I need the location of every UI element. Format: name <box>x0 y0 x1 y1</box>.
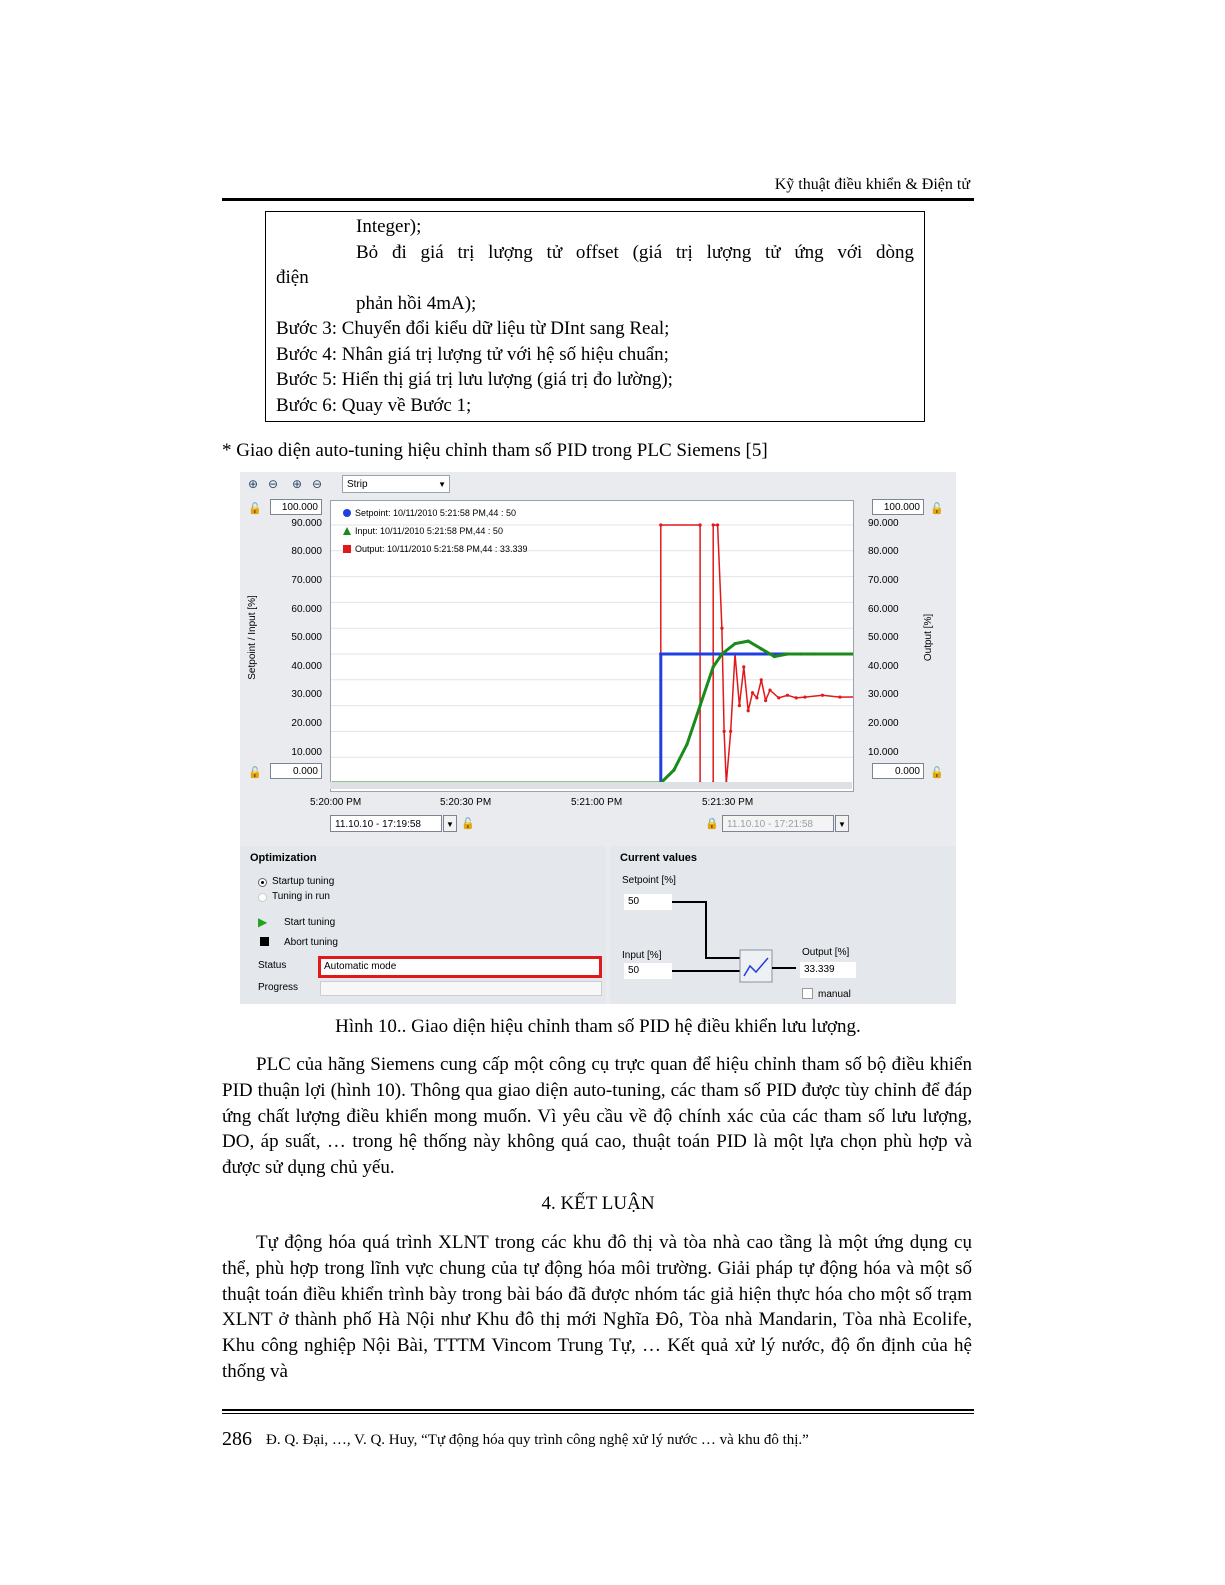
lock-icon[interactable]: 🔓 <box>930 503 944 515</box>
left-tick-label: 80.000 <box>291 546 322 557</box>
x-tick-label: 5:20:30 PM <box>440 797 492 808</box>
horizontal-scrollbar[interactable] <box>330 782 852 789</box>
data-point-input <box>672 769 675 772</box>
data-point-input <box>720 652 723 655</box>
data-point-output <box>712 523 715 526</box>
lock-icon[interactable]: 🔓 <box>248 503 262 515</box>
data-point-input <box>733 642 736 645</box>
algo-line: Bỏ đi giá trị lượng tử offset (giá trị lượng tử ứng với dòng <box>356 241 914 263</box>
data-point-input <box>712 665 715 668</box>
manual-checkbox[interactable] <box>802 988 813 999</box>
data-point-output <box>742 665 745 668</box>
output-label: Output [%] <box>802 947 850 958</box>
left-tick-label: 90.000 <box>291 518 322 529</box>
chevron-down-icon: ▼ <box>438 480 446 489</box>
data-point-output <box>764 699 767 702</box>
algo-step: Bước 5: Hiển thị giá trị lưu lượng (giá trị đo lường); <box>276 369 673 390</box>
input-label: Input [%] <box>622 950 662 961</box>
data-point-output <box>786 694 789 697</box>
left-tick-label: 70.000 <box>291 575 322 586</box>
right-tick-label: 40.000 <box>868 661 899 672</box>
display-mode-select[interactable] <box>342 475 450 493</box>
y-axis-right-title: Output [%] <box>923 613 935 662</box>
left-tick-label: 50.000 <box>291 632 322 643</box>
x-tick-label: 5:21:30 PM <box>702 797 754 808</box>
right-scale-max[interactable]: 100.000 <box>872 499 924 515</box>
data-point-output <box>838 695 841 698</box>
data-point-output <box>720 627 723 630</box>
grid <box>331 525 853 757</box>
footer-rule <box>222 1409 974 1411</box>
zoom-x-icon[interactable]: ⊕ <box>292 477 303 491</box>
data-point-input <box>786 652 789 655</box>
right-scale-min[interactable]: 0.000 <box>872 763 924 779</box>
data-point-output <box>821 694 824 697</box>
right-tick-label: 20.000 <box>868 718 899 729</box>
data-point-output <box>760 678 763 681</box>
left-tick-label: 60.000 <box>291 604 322 615</box>
lock-icon[interactable]: 🔓 <box>930 767 944 779</box>
paragraph: PLC của hãng Siemens cung cấp một công cụ trực quan để hiệu chỉnh tham số bộ điều khiển PID thuận lợi (hình 10). Thông qua giao diện auto-tuning, các tham số PID được tùy chỉnh để đáp ứng chất lượng điều khiển mong muốn. Vì yêu cầu về độ chính xác của các tham số lưu lượng, DO, áp suất, … trong hệ thống này không quá cao, thuật toán PID là một lựa chọn phù hợp và được sử dụng chủ yếu. <box>222 1054 972 1179</box>
data-point-output <box>751 691 754 694</box>
legend-input: Input: 10/11/2010 5:21:58 PM,44 : 50 <box>355 526 503 536</box>
lock-icon[interactable]: 🔓 <box>461 818 475 830</box>
y-axis-left-title: Setpoint / Input [%] <box>246 595 258 680</box>
current-values-panel <box>610 846 956 1004</box>
header-rule <box>222 198 974 201</box>
right-tick-label: 90.000 <box>868 518 899 529</box>
status-field: Automatic mode <box>318 956 602 978</box>
output-value: 33.339 <box>800 962 856 978</box>
algorithm-box <box>265 211 925 422</box>
right-tick-label: 50.000 <box>868 632 899 643</box>
legend-marker-input <box>343 527 351 535</box>
figure-caption: Hình 10.. Giao diện hiệu chỉnh tham số PID hệ điều khiển lưu lượng. <box>335 1016 861 1037</box>
right-tick-label: 30.000 <box>868 689 899 700</box>
paragraph: Tự động hóa quá trình XLNT trong các khu đô thị và tòa nhà cao tầng là một ứng dụng cụ thể, phù hợp trong lĩnh vực chung của tự động hóa môi trường. Giải pháp tự động hóa và một số thuật toán điều khiển trình bày trong bài báo đã được nhóm tác giả hiện thực hóa cho một số trạm XLNT ở thành phố Hà Nội như Khu đô thị mới Nghĩa Đô, Tòa nhà Mandarin, Tòa nhà Ecolife, Khu công nghiệp Nội Bài, TTTM Vincom Trung Tự, … Kết quả xử lý nước, độ ổn định của hệ thống và <box>222 1232 972 1382</box>
data-point-input <box>812 652 815 655</box>
progress-bar <box>320 981 602 996</box>
running-header: Kỹ thuật điều khiển & Điện tử <box>774 176 970 193</box>
current-values-title: Current values <box>620 852 698 864</box>
data-point-input <box>747 640 750 643</box>
data-point-input <box>773 655 776 658</box>
lock-icon[interactable]: 🔒 <box>705 818 719 830</box>
manual-label: manual <box>818 989 851 1000</box>
setpoint-line <box>672 902 740 958</box>
algo-line: điện <box>276 267 309 288</box>
data-point-output <box>723 730 726 733</box>
algo-step: Bước 3: Chuyển đổi kiểu dữ liệu từ DInt sang Real; <box>276 318 670 339</box>
series-line-setpoint <box>333 654 853 783</box>
legend-setpoint: Setpoint: 10/11/2010 5:21:58 PM,44 : 50 <box>355 508 516 518</box>
play-icon[interactable]: ▶ <box>258 915 268 929</box>
progress-label: Progress <box>258 982 299 993</box>
stop-icon[interactable] <box>260 937 269 946</box>
left-scale-max[interactable]: 100.000 <box>270 499 322 515</box>
legend <box>343 508 527 554</box>
zoom-in-icon[interactable]: ⊕ <box>248 477 259 491</box>
control-loop-diagram <box>610 846 956 1004</box>
data-point-output <box>777 696 780 699</box>
tuning-in-run-label: Tuning in run <box>272 891 330 902</box>
start-time-field[interactable]: 11.10.10 - 17:19:58 <box>330 815 442 832</box>
footer-rule <box>222 1413 974 1414</box>
optimization-title: Optimization <box>250 852 317 864</box>
figure-intro: * Giao diện auto-tuning hiệu chỉnh tham số PID trong PLC Siemens [5] <box>222 440 768 461</box>
zoom-out-icon[interactable]: ⊖ <box>268 477 279 491</box>
data-point-output <box>755 696 758 699</box>
footer-reference: Đ. Q. Đại, …, V. Q. Huy, “Tự động hóa quy trình công nghệ xử lý nước … và khu đô thị.” <box>266 1432 809 1448</box>
left-tick-label: 30.000 <box>291 689 322 700</box>
legend-marker-setpoint <box>343 509 351 517</box>
data-point-output <box>716 523 719 526</box>
trend-plot[interactable] <box>330 500 854 792</box>
left-scale-min[interactable]: 0.000 <box>270 763 322 779</box>
page-number: 286 <box>222 1428 252 1450</box>
chevron-down-icon[interactable]: ▼ <box>443 815 457 832</box>
lock-icon[interactable]: 🔓 <box>248 767 262 779</box>
data-point-input <box>698 704 701 707</box>
abort-tuning-button[interactable]: Abort tuning <box>284 937 338 948</box>
right-tick-label: 70.000 <box>868 575 899 586</box>
start-tuning-button[interactable]: Start tuning <box>284 917 336 928</box>
right-tick-label: 10.000 <box>868 747 899 758</box>
data-point-output <box>738 704 741 707</box>
pid-tuning-screenshot <box>240 472 956 1004</box>
algo-line: Integer); <box>356 216 422 237</box>
algo-step: Bước 6: Quay về Bước 1; <box>276 394 472 416</box>
display-mode-value: Strip <box>347 479 368 490</box>
setpoint-label: Setpoint [%] <box>622 875 676 886</box>
data-point-output <box>795 696 798 699</box>
zoom-y-icon[interactable]: ⊖ <box>312 477 323 491</box>
data-point-output <box>803 695 806 698</box>
series-line-input <box>333 641 853 783</box>
startup-tuning-radio[interactable] <box>258 878 267 887</box>
data-point-output <box>659 523 662 526</box>
data-point-input <box>685 743 688 746</box>
right-tick-label: 60.000 <box>868 604 899 615</box>
data-point-output <box>747 709 750 712</box>
left-tick-label: 10.000 <box>291 747 322 758</box>
data-point-output <box>729 730 732 733</box>
x-tick-label: 5:20:00 PM <box>310 797 362 808</box>
algo-line: phản hồi 4mA); <box>356 292 477 314</box>
legend-output: Output: 10/11/2010 5:21:58 PM,44 : 33.339 <box>355 544 528 554</box>
optimization-panel <box>240 846 606 1004</box>
x-tick-label: 5:21:00 PM <box>571 797 623 808</box>
left-tick-label: 20.000 <box>291 718 322 729</box>
chevron-down-icon[interactable]: ▼ <box>835 815 849 832</box>
tuning-in-run-radio[interactable] <box>258 893 267 902</box>
setpoint-value: 50 <box>624 894 672 910</box>
right-tick-label: 80.000 <box>868 546 899 557</box>
pid-block <box>740 950 772 982</box>
trend-chart <box>331 501 853 791</box>
legend-marker-output <box>343 545 351 553</box>
startup-tuning-label: Startup tuning <box>272 876 335 887</box>
status-label: Status <box>258 960 287 971</box>
section-title: 4. KẾT LUẬN <box>541 1193 655 1214</box>
end-time-field[interactable]: 11.10.10 - 17:21:58 <box>722 815 834 832</box>
input-value: 50 <box>624 963 672 979</box>
data-point-input <box>799 652 802 655</box>
left-tick-label: 40.000 <box>291 661 322 672</box>
algo-step: Bước 4: Nhân giá trị lượng tử với hệ số hiệu chuẩn; <box>276 343 669 365</box>
data-point-output <box>768 689 771 692</box>
data-point-setpoint <box>659 652 662 655</box>
data-point-output <box>698 523 701 526</box>
data-point-input <box>760 647 763 650</box>
